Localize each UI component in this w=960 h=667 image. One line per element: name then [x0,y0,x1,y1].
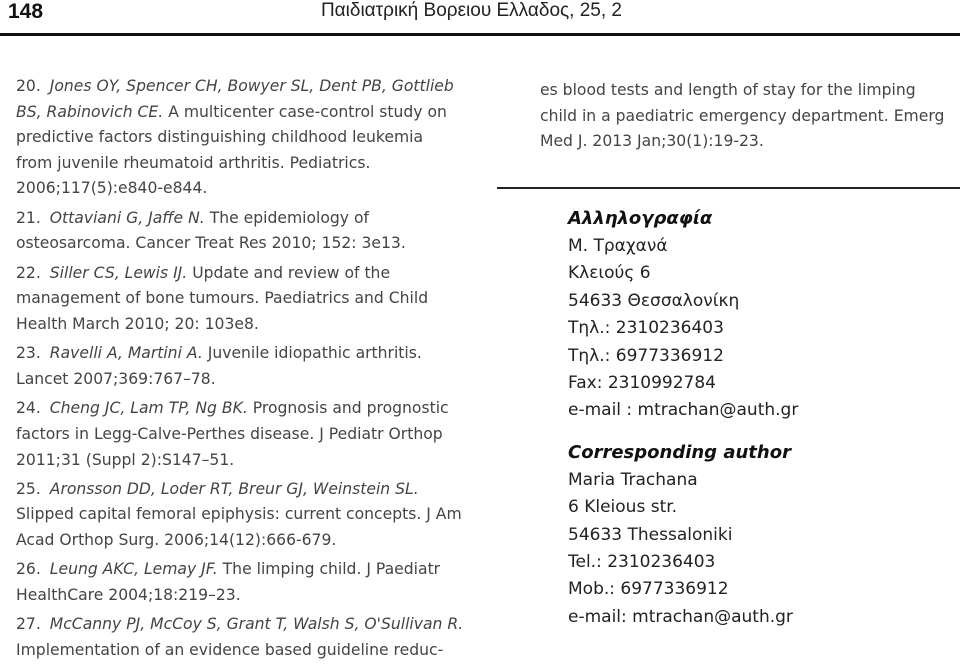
reference-authors: Ottaviani G, Jaffe N. [49,208,205,227]
reference-text: Update and review of the management of bone tumours. Paediatrics and Child Health March 2010; 20: 103e8. [16,263,429,333]
english-contact-heading: Corresponding author [568,441,791,463]
reference-authors: Siller CS, Lewis IJ. [49,263,188,282]
reference-number: 24. [16,399,41,418]
reference-number: 25. [16,479,41,498]
header-rule [0,33,960,36]
section-divider [497,187,960,189]
reference-authors: Ravelli A, Martini A. [49,344,203,363]
reference-text: Juvenile idiopathic arthritis. Lancet 2007;369:767–78. [16,344,422,388]
reference-number: 27. [16,615,41,634]
contact-email: e-mail : mtrachan@auth.gr [568,400,799,421]
reference-text: Slipped capital femoral epiphysis: current concepts. J Am Acad Orthop Surg. 2006;14(12):666-679. [16,505,462,550]
reference-text: Implementation of an evidence based guideline reduc- [16,641,444,660]
reference-item [16,477,464,554]
reference-number: 23. [16,344,41,363]
contact-name: Maria Trachana [568,469,698,490]
reference-authors: McCanny PJ, McCoy S, Grant T, Walsh S, O'Sullivan R. [49,615,464,634]
reference-authors: Leung AKC, Lemay JF. [49,560,218,579]
reference-item [16,341,464,392]
right-column [540,78,955,155]
reference-text: A multicenter case-control study on predictive factors distinguishing childhood leukemia from juvenile rheumatoid arthritis. Pediatrics. 2006;117(5):e840-e844. [16,102,447,198]
reference-item [16,396,464,473]
page-number: 148 [8,0,44,23]
reference-number: 22. [16,263,41,282]
contact-phone: Τηλ.: 2310236403 [568,318,724,339]
reference-authors: Cheng JC, Lam TP, Ng BK. [49,399,248,418]
contact-name: Μ. Τραχανά [568,236,668,256]
reference-authors: Jones OY, Spencer CH, Bowyer SL, Dent PB, Gottlieb BS, Rabinovich CE. [16,77,454,121]
page-header [0,0,960,30]
reference-item [16,557,464,608]
contact-block [568,205,958,631]
reference-text: Prognosis and prognostic factors in Legg-Calve-Perthes disease. J Pediatr Orthop 2011;31 (Suppl 2):S147–51. [16,399,449,469]
reference-number: 20. [16,77,41,95]
contact-phone: Tel.: 2310236403 [568,552,716,573]
reference-item [16,612,464,663]
reference-number: 21. [16,208,41,227]
reference-text: The epidemiology of osteosarcoma. Cancer Treat Res 2010; 152: 3e13. [16,208,406,253]
contact-fax: Fax: 2310992784 [568,373,716,394]
reference-item [16,74,464,202]
greek-contact-heading: Αλληλογραφία [568,208,713,229]
greek-correspondence [568,205,958,425]
reference-item [16,261,464,338]
contact-email: e-mail: mtrachan@auth.gr [568,606,793,627]
english-correspondence [568,439,958,631]
journal-running-title: Παιδιατρική Βορειου Ελλαδος, 25, 2 [320,0,622,21]
contact-mobile: Mob.: 6977336912 [568,579,729,600]
contact-city: 54633 Θεσσαλονίκη [568,290,740,311]
reference-item [16,206,464,257]
reference-list [16,74,464,667]
reference-text: The limping child. J Paediatr HealthCare 2004;18:219–23. [16,560,441,605]
contact-city: 54633 Thessaloniki [568,524,733,545]
reference-number: 26. [16,560,41,579]
contact-street: 6 Kleious str. [568,497,678,518]
contact-mobile: Τηλ.: 6977336912 [568,345,724,366]
reference-authors: Aronsson DD, Loder RT, Breur GJ, Weinstein SL. [49,479,419,498]
contact-street: Κλειούς 6 [568,263,651,284]
reference-continuation: es blood tests and length of stay for the limping child in a paediatric emergency department. Emerg Med J. 2013 Jan;30(1):19-23. [540,81,945,151]
